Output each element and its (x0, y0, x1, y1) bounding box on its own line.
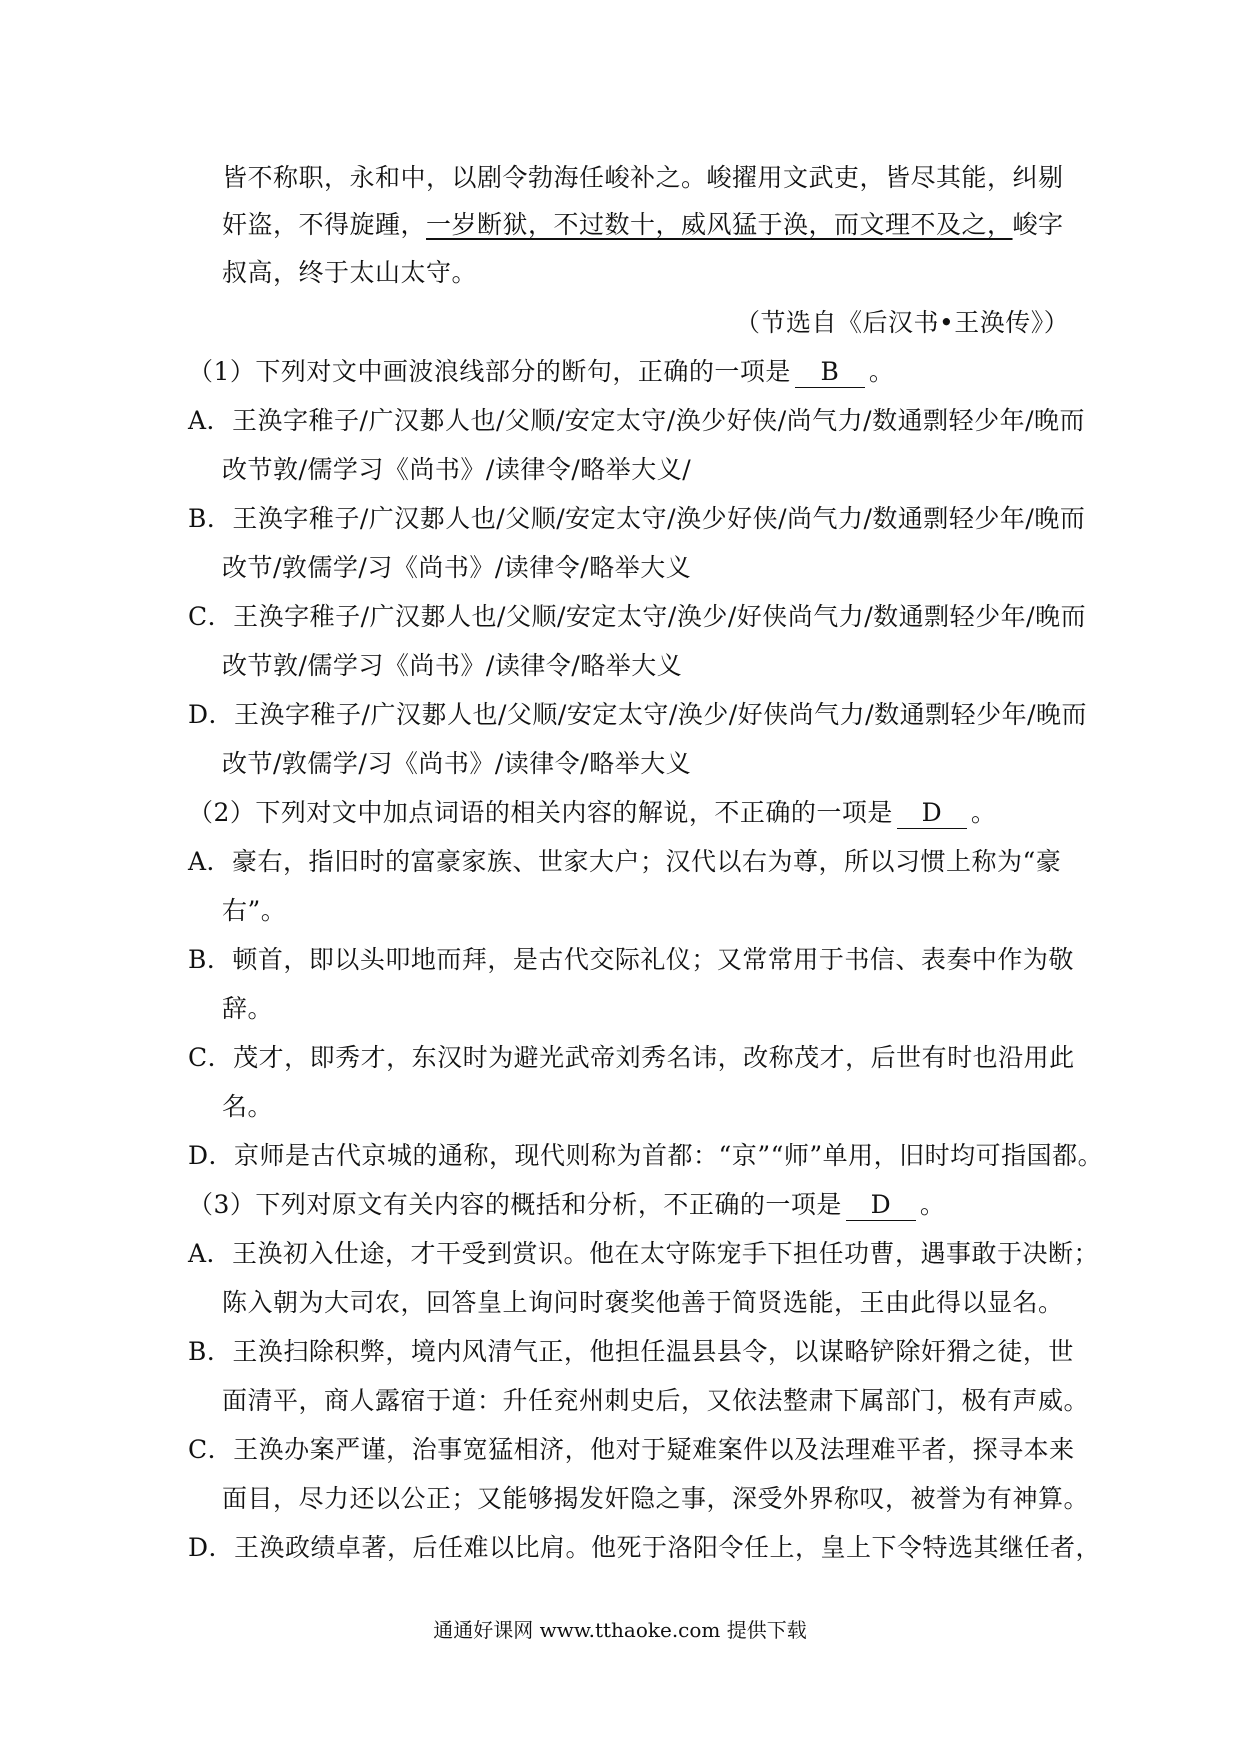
question-text: （2）下列对文中加点词语的相关内容的解说，不正确的一项是 (188, 798, 893, 827)
question-1-stem (188, 352, 894, 392)
q1-option-d-line-1: D．王涣字稚子/广汉郪人也/父顺/安定太守/涣少/好侠尚气力/数通剽轻少年/晚而 (188, 700, 1088, 729)
underlined-sentence: 一岁断狱，不过数十，威风猛于涣，而文理不及之， (426, 210, 1013, 239)
q3-option-b-line-2: 面清平，商人露宿于道：升任兖州刺史后，又依法整肃下属部门，极有声威。 (222, 1386, 1090, 1415)
passage-line-3: 叔高，终于太山太守。 (222, 258, 478, 287)
q1-option-d-line-2: 改节/敦儒学/习《尚书》/读律令/略举大义 (222, 749, 692, 778)
q3-option-c-line-2: 面目，尽力还以公正；又能够揭发奸隐之事，深受外界称叹，被誉为有神算。 (222, 1484, 1090, 1513)
q2-option-b-line-1: B．顿首，即以头叩地而拜，是古代交际礼仪；又常常用于书信、表奏中作为敬 (188, 945, 1074, 974)
answer-blank: B (795, 357, 865, 388)
q1-option-c-line-2: 改节敦/儒学习《尚书》/读律令/略举大义 (222, 651, 683, 680)
q2-option-c-line-1: C．茂才，即秀才，东汉时为避光武帝刘秀名讳，改称茂才，后世有时也沿用此 (188, 1043, 1075, 1072)
q3-option-c-line-1: C．王涣办案严谨，治事宽猛相济，他对于疑难案件以及法理难平者，探寻本来 (188, 1435, 1075, 1464)
question-text: 。 (919, 1190, 946, 1219)
q3-option-b-line-1: B．王涣扫除积弊，境内风清气正，他担任温县县令，以谋略铲除奸猾之徒，世 (188, 1337, 1074, 1366)
question-text: （3）下列对原文有关内容的概括和分析，不正确的一项是 (188, 1190, 842, 1219)
q1-option-a-line-1: A．王涣字稚子/广汉郪人也/父顺/安定太守/涣少好侠/尚气力/数通剽轻少年/晚而 (188, 406, 1086, 435)
question-text: （1）下列对文中画波浪线部分的断句，正确的一项是 (188, 357, 791, 386)
q3-option-d-line-1: D．王涣政绩卓著，后任难以比肩。他死于洛阳令任上，皇上下令特选其继任者， (188, 1533, 1102, 1562)
passage-text: 奸盗，不得旋踵， (222, 210, 427, 239)
q2-option-b-line-2: 辞。 (222, 994, 274, 1023)
q2-option-c-line-2: 名。 (222, 1092, 274, 1121)
question-2-stem (188, 793, 996, 833)
passage-text: 峻字 (1012, 210, 1064, 239)
passage-line-1: 皆不称职，永和中，以剧令勃海任峻补之。峻擢用文武吏，皆尽其能，纠剔 (222, 163, 1064, 192)
q1-option-c-line-1: C．王涣字稚子/广汉郪人也/父顺/安定太守/涣少/好侠尚气力/数通剽轻少年/晚而 (188, 602, 1087, 631)
page-footer[interactable]: 通通好课网 www.tthaoke.com 提供下载 (433, 1618, 807, 1642)
source-citation: （节选自《后汉书•王涣传》） (735, 308, 1070, 337)
q1-option-a-line-2: 改节敦/儒学习《尚书》/读律令/略举大义/ (222, 455, 692, 484)
answer-blank: D (897, 798, 967, 829)
q1-option-b-line-2: 改节/敦儒学/习《尚书》/读律令/略举大义 (222, 553, 692, 582)
q1-option-b-line-1: B．王涣字稚子/广汉郪人也/父顺/安定太守/涣少好侠/尚气力/数通剽轻少年/晚而 (188, 504, 1086, 533)
q3-option-a-line-1: A．王涣初入仕途，才干受到赏识。他在太守陈宠手下担任功曹，遇事敢于决断； (188, 1239, 1100, 1268)
q2-option-d-line-1: D．京师是古代京城的通称，现代则称为首都：“京”“师”单用，旧时均可指国都。 (188, 1141, 1104, 1170)
question-text: 。 (868, 357, 895, 386)
q2-option-a-line-1: A．豪右，指旧时的富豪家族、世家大户；汉代以右为尊，所以习惯上称为“豪 (188, 847, 1062, 876)
passage-line-2 (222, 205, 1064, 245)
question-3-stem (188, 1185, 945, 1225)
answer-blank: D (846, 1190, 916, 1221)
q2-option-a-line-2: 右”。 (222, 896, 287, 925)
question-text: 。 (970, 798, 997, 827)
q3-option-a-line-2: 陈入朝为大司农，回答皇上询问时褒奖他善于简贤选能，王由此得以显名。 (222, 1288, 1064, 1317)
